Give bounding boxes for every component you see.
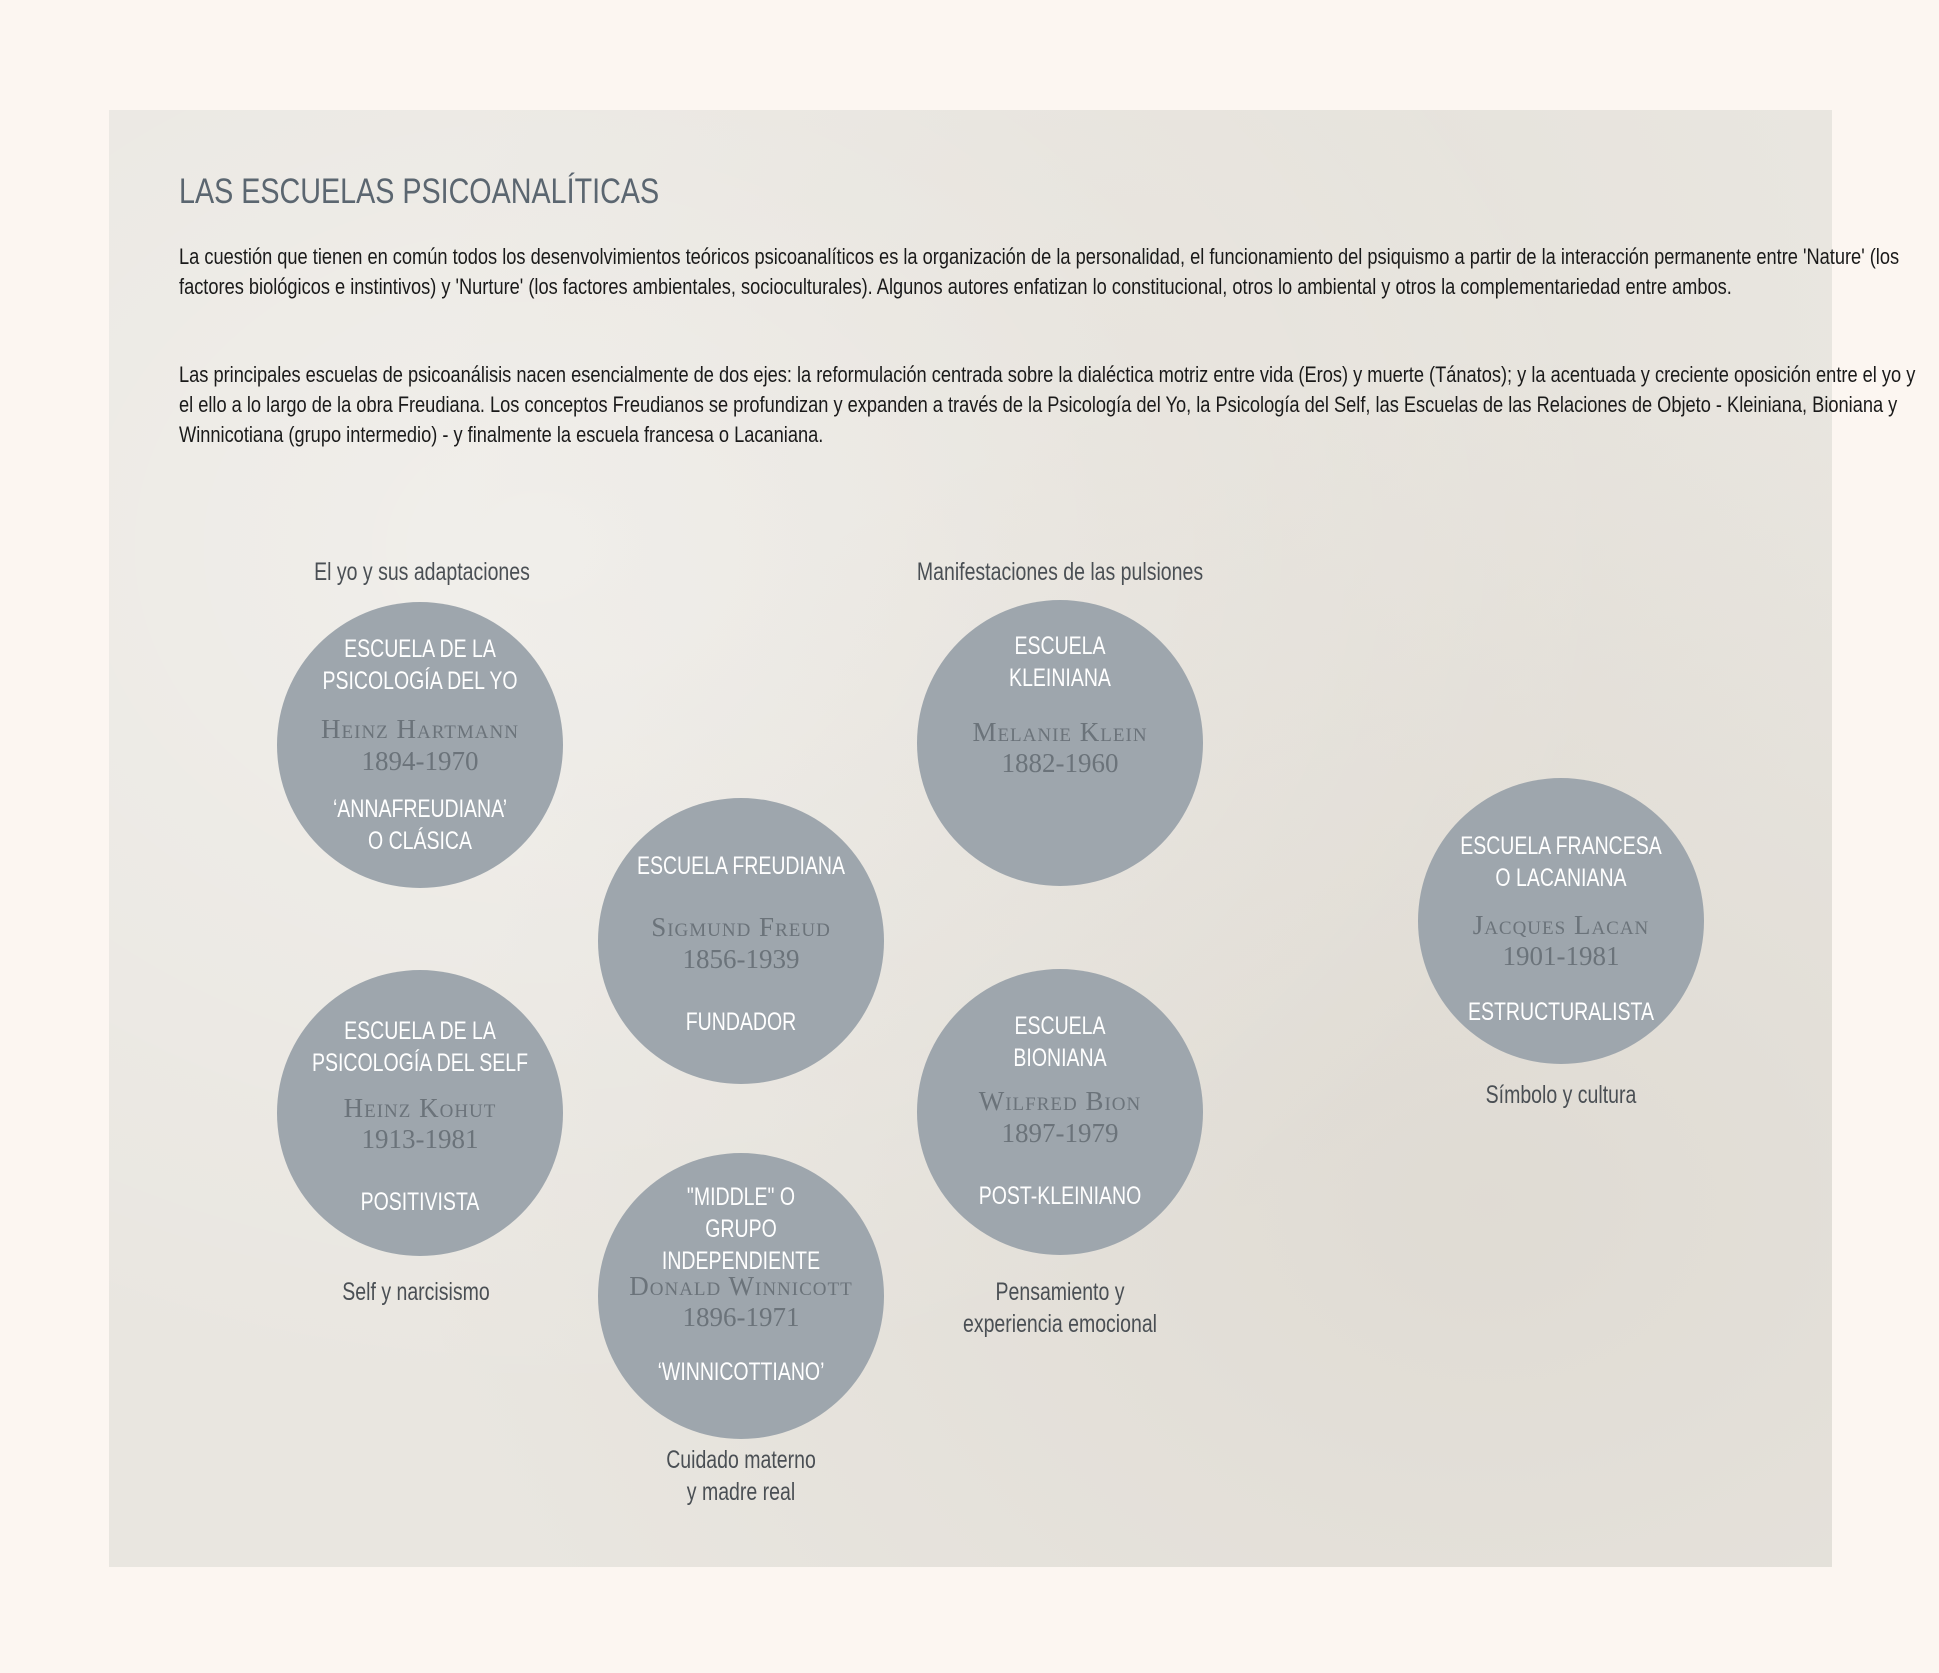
circle-escuela-kleiniana [917, 600, 1203, 886]
school-tag: ‘WINNICOTTIANO’ [657, 1358, 825, 1386]
schools-paragraph: Las principales escuelas de psicoanálisis nacen esencialmente de dos ejes: la reformulación centrada sobre la dialéctica motriz entre vida (Eros) y muerte (Tánatos); y la acentuada y creciente oposición entre el yo y el ello a lo largo de la obra Freudiana. Los conceptos Freudianos se profundizan y expanden a través de la Psicología del Yo, la Psicología del Self, las Escuelas de las Relaciones de Objeto - Kleiniana, Bioniana y Winnicotiana (grupo intermedio) - y finalmente la escuela francesa o Lacaniana. [179, 362, 1916, 447]
caption-lacan: Símbolo y cultura [1485, 1081, 1637, 1109]
heading-ego: El yo y sus adaptaciones [314, 558, 530, 586]
school-name: ESCUELA DE LA PSICOLOGÍA DEL SELF [311, 1017, 529, 1077]
author-name: Sigmund Freud [651, 912, 831, 942]
author-years: 1896-1971 [682, 1302, 800, 1332]
author-name: Heinz Hartmann [321, 714, 519, 744]
circle-escuela-bioniana [917, 969, 1203, 1255]
circle-escuela-lacaniana [1418, 778, 1704, 1064]
author-years: 1856-1939 [682, 944, 800, 974]
school-name: ESCUELA KLEINIANA [1009, 632, 1111, 692]
author-name: Wilfred Bion [978, 1086, 1142, 1116]
school-name: ESCUELA FRANCESA O LACANIANA [1460, 832, 1662, 892]
school-tag: POST-KLEINIANO [978, 1182, 1142, 1210]
circle-psicologia-del-yo [277, 602, 563, 888]
circle-escuela-freudiana [598, 798, 884, 1084]
circle-grupo-independiente [598, 1153, 884, 1439]
school-name: "MIDDLE" O GRUPO INDEPENDIENTE [661, 1183, 821, 1275]
school-tag: FUNDADOR [685, 1008, 797, 1036]
author-years: 1894-1970 [361, 746, 479, 776]
school-tag: ‘ANNAFREUDIANA’ O CLÁSICA [332, 795, 508, 855]
school-name: ESCUELA FREUDIANA [636, 852, 846, 880]
caption-self: Self y narcisismo [342, 1278, 490, 1306]
author-years: 1913-1981 [361, 1124, 479, 1154]
author-name: Heinz Kohut [343, 1093, 497, 1123]
school-name: ESCUELA DE LA PSICOLOGÍA DEL YO [322, 635, 518, 695]
author-name: Donald Winnicott [629, 1271, 853, 1301]
caption-middle: Cuidado materno y madre real [666, 1446, 816, 1506]
school-tag: ESTRUCTURALISTA [1467, 998, 1654, 1026]
author-years: 1882-1960 [1001, 748, 1119, 778]
author-years: 1897-1979 [1001, 1118, 1119, 1148]
intro-paragraph: La cuestión que tienen en común todos los desenvolvimientos teóricos psicoanalíticos es la organización de la personalidad, el funcionamiento del psiquismo a partir de la interacción permanente entre 'Nature' (los factores biológicos e instintivos) y 'Nurture' (los factores ambientales, socioculturales). Algunos autores enfatizan lo constitucional, otros lo ambiental y otros la complementariedad entre ambos. [179, 244, 1900, 299]
circle-psicologia-del-self [277, 970, 563, 1256]
heading-drives: Manifestaciones de las pulsiones [916, 558, 1204, 586]
school-tag: POSITIVISTA [360, 1188, 480, 1216]
author-name: Jacques Lacan [1472, 910, 1650, 940]
caption-bion: Pensamiento y experiencia emocional [962, 1278, 1158, 1338]
author-name: Melanie Klein [972, 717, 1148, 747]
author-years: 1901-1981 [1502, 941, 1620, 971]
school-name: ESCUELA BIONIANA [1013, 1012, 1107, 1072]
page-title: LAS ESCUELAS PSICOANALÍTICAS [179, 172, 660, 211]
